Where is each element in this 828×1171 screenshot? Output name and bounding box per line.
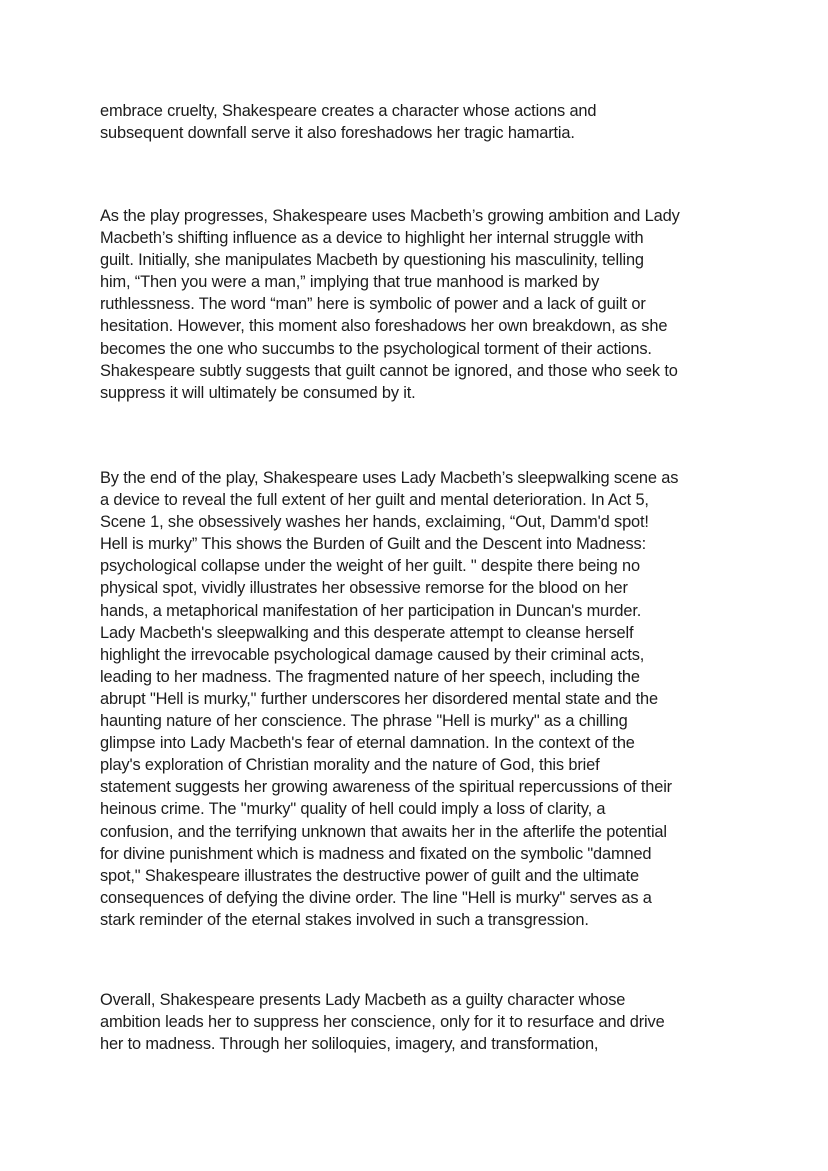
paragraph-conclusion	[100, 989, 740, 1055]
text-line: him, “Then you were a man,” implying that true manhood is marked by	[100, 273, 600, 292]
paragraph-sleepwalking-scene	[100, 467, 740, 931]
text-line: embrace cruelty, Shakespeare creates a character whose actions and	[100, 102, 597, 120]
text-line: hesitation. However, this moment also foreshadows her own breakdown, as she	[100, 317, 668, 336]
text-line: heinous crime. The "murky" quality of hell could imply a loss of clarity, a	[100, 800, 606, 819]
paragraph-ambition-guilt	[100, 205, 740, 404]
text-line: subsequent downfall serve it also foreshadows her tragic hamartia.	[100, 124, 575, 143]
text-line: Scene 1, she obsessively washes her hands, exclaiming, “Out, Damm'd spot!	[100, 513, 649, 532]
text-line: physical spot, vividly illustrates her obsessive remorse for the blood on her	[100, 579, 628, 598]
text-line: for divine punishment which is madness and fixated on the symbolic "damned	[100, 844, 652, 863]
text-line: becomes the one who succumbs to the psychological torment of their actions.	[100, 339, 652, 358]
text-line: Hell is murky” This shows the Burden of Guilt and the Descent into Madness:	[100, 535, 646, 554]
text-line: Overall, Shakespeare presents Lady Macbeth as a guilty character whose	[100, 991, 626, 1009]
text-line: consequences of defying the divine order. The line "Hell is murky" serves as a	[100, 888, 652, 907]
text-line: statement suggests her growing awareness of the spiritual repercussions of their	[100, 778, 672, 797]
text-line: hands, a metaphorical manifestation of her participation in Duncan's murder.	[100, 601, 642, 620]
text-line: her to madness. Through her soliloquies, imagery, and transformation,	[100, 1035, 599, 1054]
text-line: Shakespeare subtly suggests that guilt cannot be ignored, and those who seek to	[100, 361, 678, 380]
text-line: play's exploration of Christian morality and the nature of God, this brief	[100, 756, 600, 775]
text-line: ambition leads her to suppress her conscience, only for it to resurface and drive	[100, 1013, 665, 1032]
text-line: suppress it will ultimately be consumed by it.	[100, 383, 416, 402]
text-line: glimpse into Lady Macbeth's fear of eternal damnation. In the context of the	[100, 734, 635, 753]
text-line: Macbeth’s shifting influence as a device to highlight her internal struggle with	[100, 229, 644, 248]
text-line: confusion, and the terrifying unknown that awaits her in the afterlife the potential	[100, 822, 667, 841]
text-line: leading to her madness. The fragmented nature of her speech, including the	[100, 667, 640, 686]
text-line: guilt. Initially, she manipulates Macbeth by questioning his masculinity, telling	[100, 251, 644, 270]
text-line: haunting nature of her conscience. The phrase "Hell is murky" as a chilling	[100, 712, 628, 731]
text-line: highlight the irrevocable psychological damage caused by their criminal acts,	[100, 645, 645, 664]
paragraph-cruelty-hamartia	[100, 100, 740, 144]
text-line: psychological collapse under the weight of her guilt. " despite there being no	[100, 557, 640, 576]
text-line: As the play progresses, Shakespeare uses Macbeth’s growing ambition and Lady	[100, 207, 680, 225]
text-line: By the end of the play, Shakespeare uses Lady Macbeth’s sleepwalking scene as	[100, 469, 679, 487]
text-line: Lady Macbeth's sleepwalking and this desperate attempt to cleanse herself	[100, 623, 634, 642]
text-line: ruthlessness. The word “man” here is symbolic of power and a lack of guilt or	[100, 295, 646, 314]
text-line: a device to reveal the full extent of her guilt and mental deterioration. In Act 5,	[100, 491, 649, 510]
text-line: spot," Shakespeare illustrates the destructive power of guilt and the ultimate	[100, 866, 639, 885]
text-line: stark reminder of the eternal stakes involved in such a transgression.	[100, 910, 589, 929]
text-line: abrupt "Hell is murky," further underscores her disordered mental state and the	[100, 689, 658, 708]
